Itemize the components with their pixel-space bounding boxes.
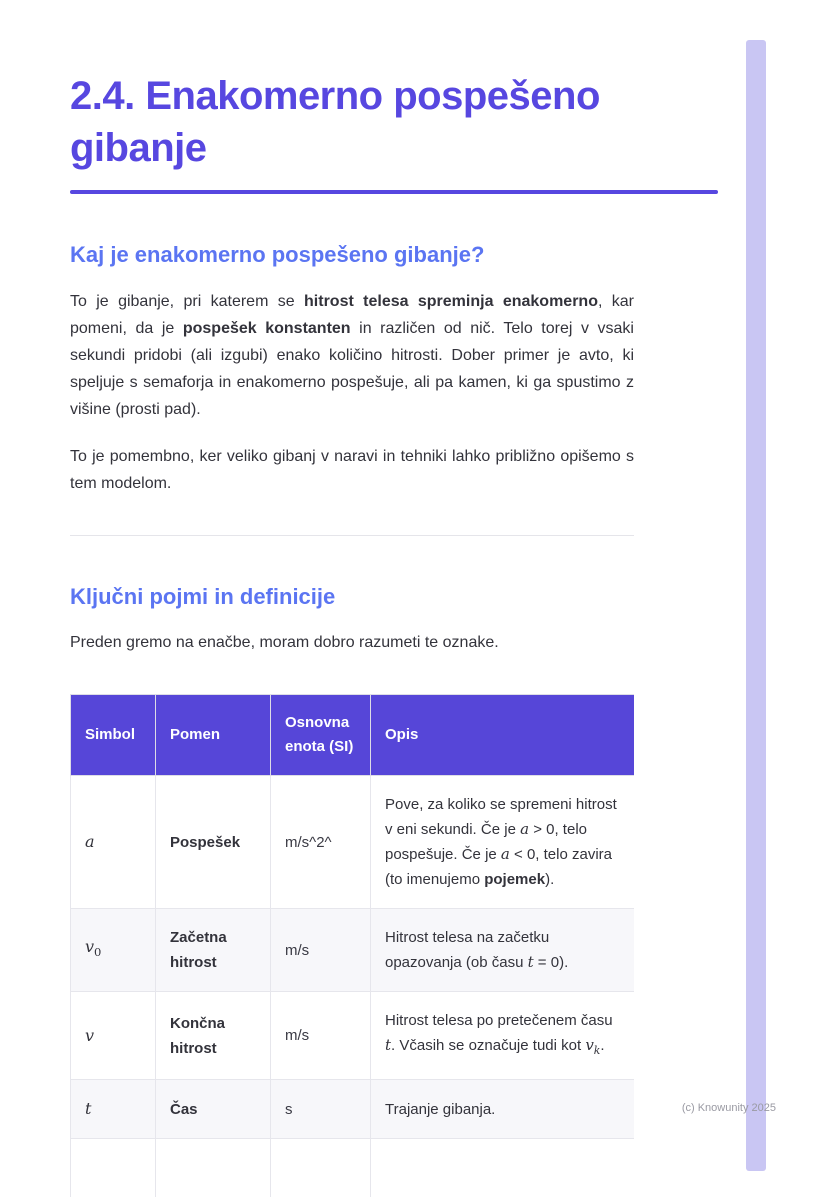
table-header-enota: Osnovna enota (SI)	[271, 695, 371, 776]
section-heading-intro: Kaj je enakomerno pospešeno gibanje?	[70, 242, 634, 268]
intro-paragraph-2: To je pomembno, ker veliko gibanj v naravi in tehniki lahko približno opišemo s tem modelom.	[70, 443, 634, 497]
table-header-row	[71, 695, 635, 776]
opis-cell: Hitrost telesa na začetku opazovanja (ob času t = 0).	[371, 909, 635, 992]
pomen-cell: Pospešek	[156, 776, 271, 909]
side-strip	[746, 40, 766, 1171]
table-header-simbol: Simbol	[71, 695, 156, 776]
pomen-cell: Končna hitrost	[156, 992, 271, 1080]
opis-cell	[371, 1139, 635, 1197]
opis-cell: Hitrost telesa po pretečenem času t. Včasih se označuje tudi kot $v_k$.	[371, 992, 635, 1080]
enota-cell: s	[271, 1080, 371, 1139]
title-rule	[70, 190, 718, 194]
page-title: 2.4. Enakomerno pospešeno gibanje	[70, 70, 720, 174]
table-row	[71, 992, 635, 1080]
section-heading-definitions: Ključni pojmi in definicije	[70, 584, 634, 610]
enota-cell: m/s	[271, 909, 371, 992]
page-content	[70, 0, 634, 1197]
table-row-partial	[71, 1139, 635, 1197]
symbol-cell: v	[71, 992, 156, 1080]
enota-cell	[271, 1139, 371, 1197]
symbol-cell: a	[71, 776, 156, 909]
opis-cell: Pove, za koliko se spremeni hitrost v eni sekundi. Če je a > 0, telo pospešuje. Če je a < 0, telo zavira (to imenujemo pojemek).	[371, 776, 635, 909]
definitions-table	[70, 694, 634, 1197]
table-header-pomen: Pomen	[156, 695, 271, 776]
table-row	[71, 909, 635, 992]
pomen-cell	[156, 1139, 271, 1197]
definitions-table-container	[70, 694, 634, 1197]
definitions-lead: Preden gremo na enačbe, moram dobro razumeti te oznake.	[70, 630, 634, 656]
symbol-cell: $v_0$	[71, 909, 156, 992]
table-header-opis: Opis	[371, 695, 635, 776]
table-row	[71, 776, 635, 909]
enota-cell: m/s	[271, 992, 371, 1080]
pomen-cell: Čas	[156, 1080, 271, 1139]
copyright-footer: (c) Knowunity 2025	[682, 1102, 776, 1114]
intro-paragraph-1: To je gibanje, pri katerem se hitrost telesa spreminja enakomerno, kar pomeni, da je pospešek konstanten in različen od nič. Telo torej v vsaki sekundi pridobi (ali izgubi) enako količino hitrosti. Dober primer je avto, ki speljuje s semaforja in enakomerno pospešuje, ali pa kamen, ki ga spustimo z višine (prosti pad).	[70, 288, 634, 423]
opis-cell: Trajanje gibanja.	[371, 1080, 635, 1139]
symbol-cell: t	[71, 1080, 156, 1139]
pomen-cell: Začetna hitrost	[156, 909, 271, 992]
section-divider	[70, 535, 634, 536]
symbol-cell	[71, 1139, 156, 1197]
enota-cell: m/s^2^	[271, 776, 371, 909]
table-row	[71, 1080, 635, 1139]
